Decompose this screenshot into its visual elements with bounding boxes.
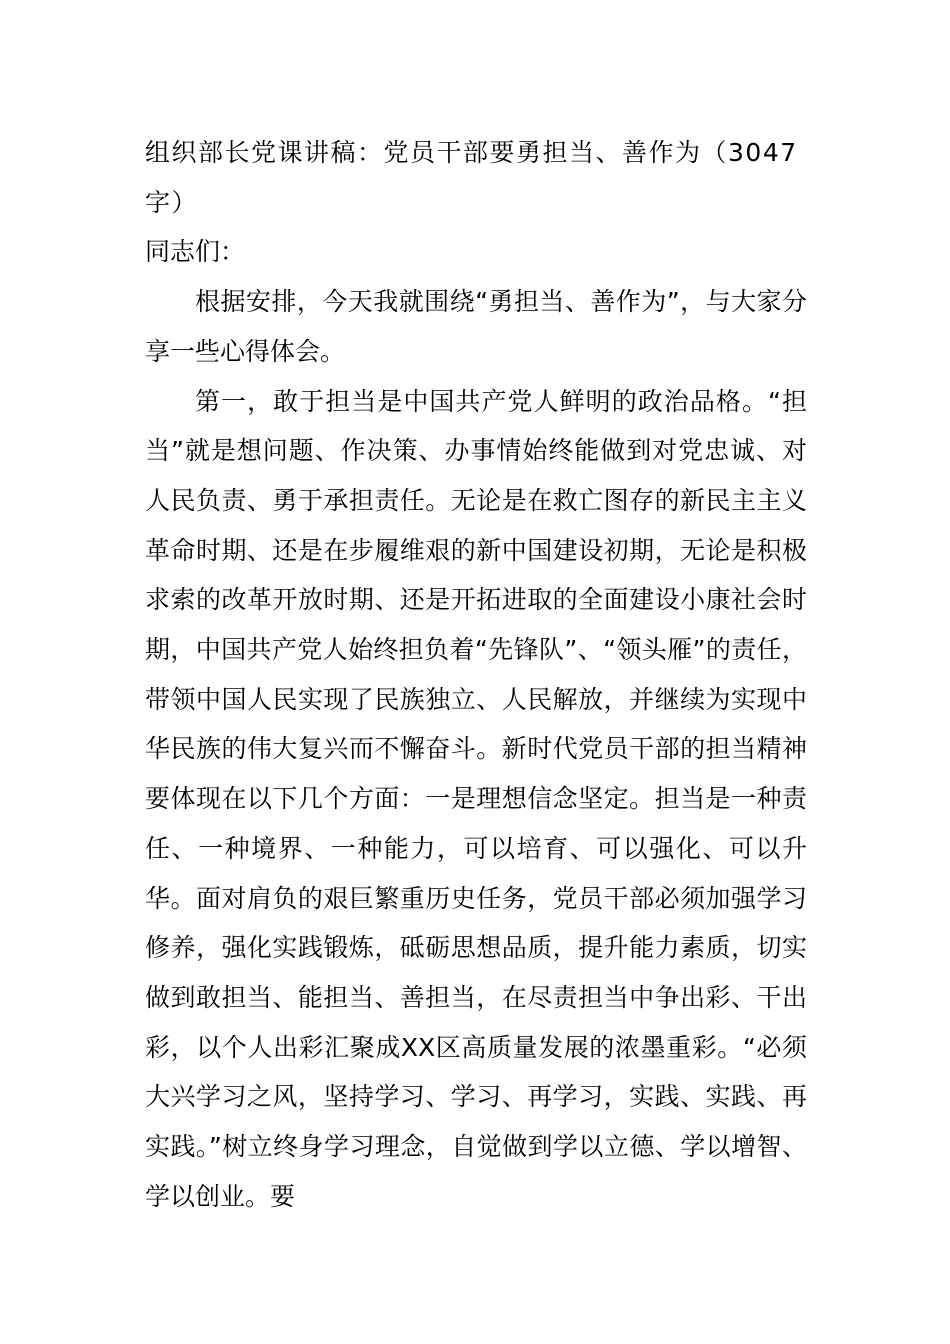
paragraph-intro: 根据安排，今天我就围绕“勇担当、善作为”，与大家分享一些心得体会。 bbox=[145, 287, 807, 366]
paragraph-first-point: 第一，敢于担当是中国共产党人鲜明的政治品格。“担当”就是想问题、作决策、办事情始终能做到对党忠诚、对人民负责、勇于承担责任。无论是在救亡图存的新民主主义革命时期、还是在步履维艰的新中国建设初期，无论是积极求索的改革开放时期、还是开拓进取的全面建设小康社会时期，中国共产党人始终担负着“先锋队”、“领头雁”的责任，带领中国人民实现了民族独立、人民解放，并继续为实现中华民族的伟大复兴而不懈奋斗。新时代党员干部的担当精神要体现在以下几个方面：一是理想信念坚定。担当是一种责任、一种境界、一种能力，可以培育、可以强化、可以升华。面对肩负的艰巨繁重历史任务，党员干部必须加强学习修养，强化实践锻炼，砥砺思想品质，提升能力素质，切实做到敢担当、能担当、善担当，在尽责担当中争出彩、干出彩，以个人出彩汇聚成XX区高质量发展的浓墨重彩。“必须大兴学习之风，坚持学习、学习、再学习，实践、实践、再实践。”树立终身学习理念，自觉做到学以立德、学以增智、学以创业。要 bbox=[145, 386, 807, 1211]
document-title: 组织部长党课讲稿：党员干部要勇担当、善作为（3047字） bbox=[145, 138, 798, 217]
document-body bbox=[145, 128, 807, 1221]
salutation: 同志们： bbox=[145, 237, 246, 267]
